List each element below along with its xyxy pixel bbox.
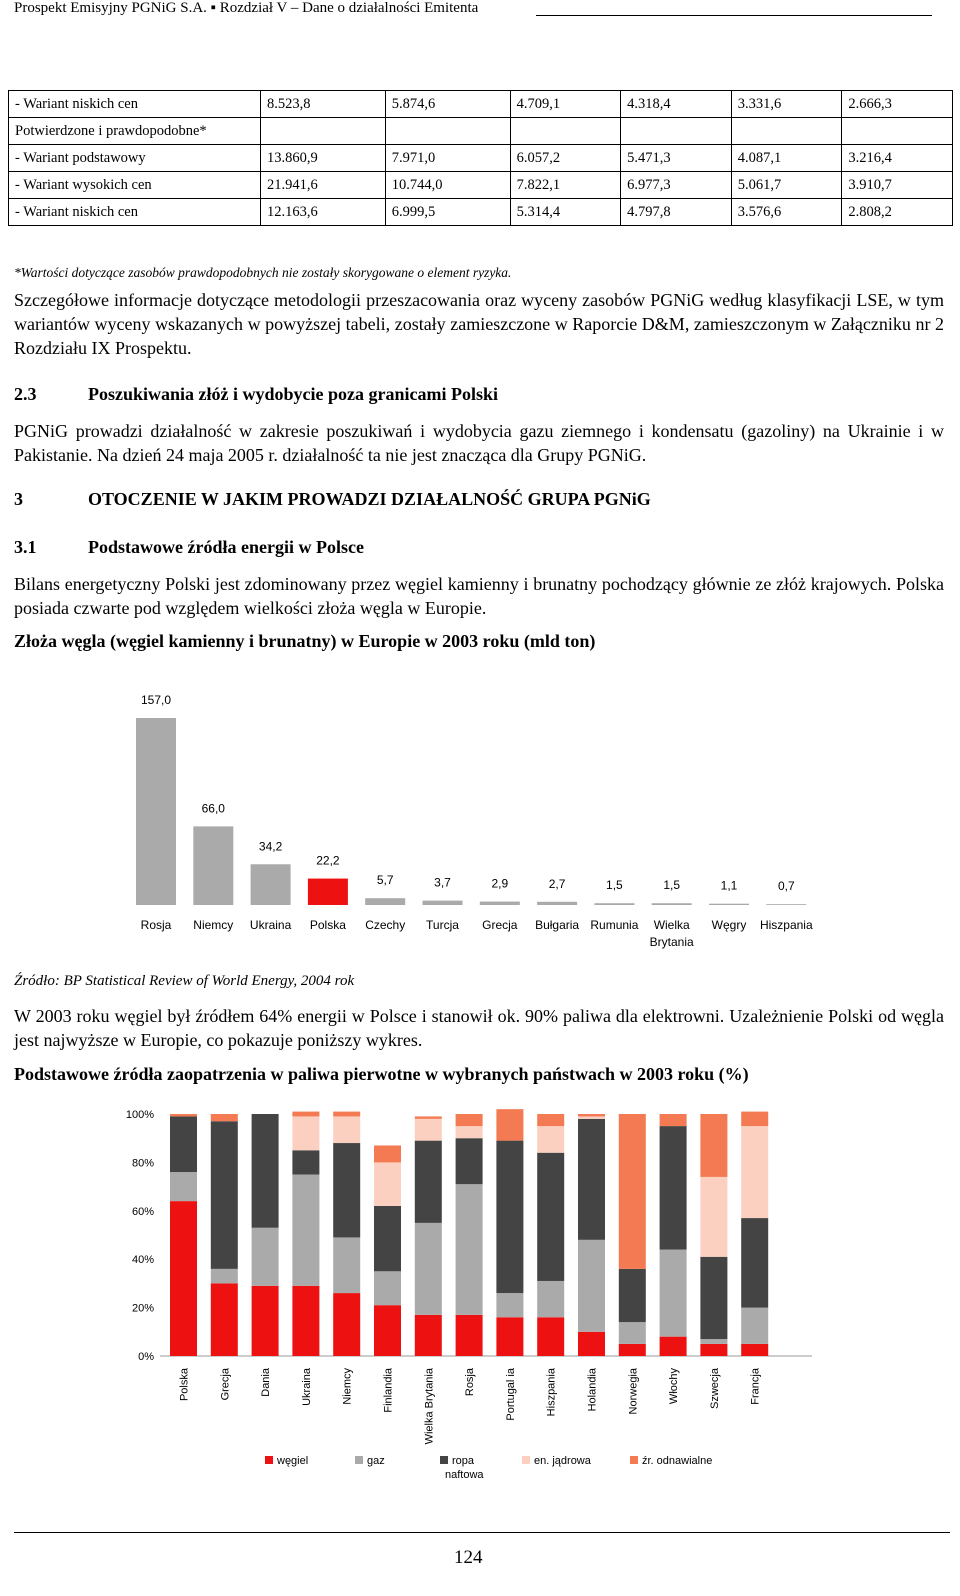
stacked-bar-segment: [333, 1143, 360, 1237]
stacked-bar-segment: [537, 1281, 564, 1317]
section-number: 3: [14, 489, 23, 509]
stacked-bar-segment: [374, 1145, 401, 1162]
legend-label: źr. odnawialne: [642, 1455, 713, 1467]
stacked-bar-segment: [660, 1126, 687, 1249]
table-cell: [731, 118, 842, 145]
y-tick-label: 0%: [138, 1351, 154, 1363]
legend-label: gaz: [367, 1455, 385, 1467]
stacked-bar-segment: [333, 1237, 360, 1293]
stacked-bar-segment: [496, 1317, 523, 1356]
table-cell: 4.318,4: [621, 91, 732, 118]
stacked-bar-segment: [741, 1112, 768, 1127]
legend-swatch: [355, 1456, 363, 1464]
stacked-bar-segment: [374, 1206, 401, 1271]
header-rule: [536, 15, 932, 16]
stacked-bar-segment: [170, 1172, 197, 1201]
bar: [136, 718, 176, 905]
stacked-bar-segment: [741, 1218, 768, 1308]
table-cell: 21.941,6: [261, 172, 386, 199]
stacked-bar-segment: [170, 1116, 197, 1172]
table-row: [9, 91, 953, 118]
stacked-bar-segment: [578, 1332, 605, 1356]
section-number: 2.3: [14, 384, 37, 404]
bar: [709, 904, 749, 905]
table-cell: 13.860,9: [261, 145, 386, 172]
table-cell: 4.797,8: [621, 199, 732, 226]
category-label: Włochy: [668, 1368, 681, 1405]
data-label: 1,1: [720, 878, 738, 893]
legend-label: węgiel: [277, 1455, 309, 1467]
page-header: Prospekt Emisyjny PGNiG S.A. ▪ Rozdział V – Dane o działalności Emitenta: [14, 0, 479, 16]
stacked-bar-segment: [660, 1114, 687, 1126]
stacked-bar-segment: [415, 1141, 442, 1223]
stacked-bar-segment: [700, 1177, 727, 1257]
stacked-bar-segment: [578, 1114, 605, 1116]
coal-dependence-paragraph: W 2003 roku węgiel był źródłem 64% energii w Polsce i stanowił ok. 90% paliwa dla elektrowni. Uzależnienie Polski od węgla jest najwyższe w Europie, co pokazuje poniższy wykres.: [14, 1006, 944, 1050]
tick-label: Wielka: [653, 918, 690, 932]
bar: [308, 879, 348, 905]
stacked-bar-segment: [170, 1201, 197, 1356]
legend-swatch: [630, 1456, 638, 1464]
stacked-bar-segment: [456, 1114, 483, 1126]
table-cell: 3.910,7: [842, 172, 953, 199]
table-cell: 4.709,1: [510, 91, 621, 118]
reserves-table: [8, 90, 953, 226]
stacked-bar-segment: [456, 1315, 483, 1356]
stacked-bar-segment: [496, 1109, 523, 1140]
table-cell: 3.216,4: [842, 145, 953, 172]
data-label: 3,7: [434, 875, 451, 890]
tick-label: Niemcy: [193, 918, 234, 932]
tick-label: Hiszpania: [759, 918, 813, 932]
bar: [766, 904, 806, 905]
stacked-bar-segment: [211, 1121, 238, 1269]
bar: [365, 898, 405, 905]
stacked-bar-segment: [578, 1240, 605, 1332]
tick-label: Rosja: [140, 918, 172, 932]
stacked-bar-segment: [619, 1344, 646, 1356]
table-row: [9, 172, 953, 199]
table-cell: 2.808,2: [842, 199, 953, 226]
category-label: Ukraina: [300, 1368, 313, 1406]
footer-rule: [14, 1532, 950, 1533]
table-cell: 5.061,7: [731, 172, 842, 199]
table-cell: 2.666,3: [842, 91, 953, 118]
stacked-bar-segment: [415, 1223, 442, 1315]
y-tick-label: 100%: [125, 1109, 154, 1121]
data-label: 2,7: [548, 876, 566, 891]
legend-label: naftowa: [445, 1469, 484, 1481]
energy-mix-chart: [100, 1100, 840, 1500]
tick-label: Polska: [309, 918, 346, 932]
data-label: 34,2: [258, 839, 283, 854]
table-row: [9, 145, 953, 172]
tick-label: Grecja: [482, 918, 518, 932]
table-cell: 8.523,8: [261, 91, 386, 118]
stacked-bar-segment: [619, 1322, 646, 1344]
stacked-bar-segment: [415, 1315, 442, 1356]
y-tick-label: 80%: [131, 1157, 154, 1170]
stacked-bar-segment: [537, 1153, 564, 1281]
data-label: 66,0: [201, 801, 225, 816]
stacked-bar-segment: [578, 1116, 605, 1118]
table-footnote: *Wartości dotyczące zasobów prawdopodobnych nie zostały skorygowane o element ryzyka.: [14, 265, 512, 280]
stacked-bar-segment: [741, 1308, 768, 1344]
category-label: Grecja: [219, 1368, 232, 1401]
legend-swatch: [522, 1456, 530, 1464]
bar: [251, 864, 291, 905]
table-cell: 5.314,4: [510, 199, 621, 226]
table-cell: 6.999,5: [385, 199, 510, 226]
section-title: OTOCZENIE W JAKIM PROWADZI DZIAŁALNOŚĆ GRUPA PGNiG: [88, 489, 651, 509]
data-label: 1,5: [606, 878, 623, 893]
stacked-bar-segment: [374, 1271, 401, 1305]
stacked-bar-segment: [456, 1138, 483, 1184]
y-tick-label: 60%: [131, 1205, 154, 1218]
data-label: 0,7: [777, 879, 795, 894]
row-label: - Wariant niskich cen: [9, 91, 261, 118]
stacked-bar-segment: [537, 1317, 564, 1356]
table-cell: 6.977,3: [621, 172, 732, 199]
energy-balance-paragraph: Bilans energetyczny Polski jest zdominowany przez węgiel kamienny i brunatny pochodzący głównie ze złóż krajowych. Polska posiada czwarte pod względem wielkości złoża węgla w Europie.: [14, 574, 944, 618]
bar: [594, 903, 634, 905]
category-label: Szwecja: [708, 1368, 721, 1409]
table-cell: 7.822,1: [510, 172, 621, 199]
table-cell: [261, 118, 386, 145]
stacked-bar-segment: [700, 1114, 727, 1177]
legend-label: en. jądrowa: [534, 1455, 591, 1467]
tick-label: Ukraina: [249, 918, 292, 932]
table-cell: [510, 118, 621, 145]
category-label: Holandia: [586, 1368, 599, 1412]
stacked-bar-segment: [537, 1114, 564, 1126]
coal-chart-title: Złoża węgla (węgiel kamienny i brunatny) w Europie w 2003 roku (mld ton): [14, 631, 596, 651]
table-cell: [842, 118, 953, 145]
chart-source: Źródło: BP Statistical Review of World Energy, 2004 rok: [14, 973, 355, 989]
category-label: Hiszpania: [545, 1368, 558, 1417]
row-label: - Wariant wysokich cen: [9, 172, 261, 199]
data-label: 5,7: [376, 873, 394, 888]
bar: [423, 901, 463, 905]
table-cell: 5.471,3: [621, 145, 732, 172]
category-label: Wielka Brytania: [423, 1368, 436, 1445]
category-label: Polska: [178, 1368, 191, 1402]
coal-reserves-chart: [110, 680, 830, 960]
stacked-bar-segment: [496, 1141, 523, 1293]
stacked-bar-segment: [292, 1175, 319, 1286]
stacked-bar-segment: [211, 1283, 238, 1356]
table-row: [9, 118, 953, 145]
stacked-bar-segment: [333, 1293, 360, 1356]
y-tick-label: 40%: [131, 1254, 154, 1267]
category-label: Francja: [749, 1368, 762, 1405]
y-tick-label: 20%: [131, 1302, 154, 1315]
stacked-bar-segment: [700, 1339, 727, 1344]
stacked-bar-segment: [252, 1114, 279, 1228]
category-label: Dania: [260, 1368, 273, 1397]
stacked-bar-segment: [700, 1257, 727, 1339]
stacked-bar-segment: [741, 1344, 768, 1356]
bar: [652, 903, 692, 905]
section-3-1-heading: [14, 537, 364, 558]
stacked-bar-segment: [333, 1116, 360, 1143]
table-cell: 4.087,1: [731, 145, 842, 172]
stacked-bar-segment: [252, 1228, 279, 1286]
table-cell: 10.744,0: [385, 172, 510, 199]
table-row: [9, 199, 953, 226]
tick-label: Brytania: [649, 935, 694, 949]
section-title: Podstawowe źródła energii w Polsce: [88, 537, 364, 557]
category-label: Finlandia: [382, 1368, 395, 1413]
stacked-bar-segment: [292, 1286, 319, 1356]
energy-mix-chart-title: Podstawowe źródła zaopatrzenia w paliwa pierwotne w wybranych państwach w 2003 roku (%): [14, 1064, 749, 1084]
row-label: Potwierdzone i prawdopodobne*: [9, 118, 261, 145]
stacked-bar-segment: [292, 1116, 319, 1150]
stacked-bar-segment: [170, 1114, 197, 1116]
stacked-bar-segment: [456, 1184, 483, 1315]
bar: [537, 902, 577, 905]
stacked-bar-segment: [211, 1114, 238, 1121]
section-3-heading: [14, 489, 651, 510]
data-label: 157,0: [140, 693, 172, 707]
stacked-bar-segment: [537, 1126, 564, 1153]
table-cell: 7.971,0: [385, 145, 510, 172]
stacked-bar-segment: [496, 1293, 523, 1317]
category-label: Norwegia: [627, 1368, 640, 1415]
table-cell: 6.057,2: [510, 145, 621, 172]
tick-label: Turcja: [426, 918, 459, 932]
stacked-bar-segment: [578, 1119, 605, 1240]
category-label: Portugal ia: [504, 1368, 517, 1421]
section-number: 3.1: [14, 537, 37, 557]
tick-label: Czechy: [365, 918, 406, 932]
foreign-operations-paragraph: PGNiG prowadzi działalność w zakresie poszukiwań i wydobycia gazu ziemnego i kondensatu (gazoliny) na Ukrainie i w Pakistanie. Na dzień 24 maja 2005 r. działalność ta nie jest znacząca dla Grupy PGNiG.: [14, 421, 944, 465]
stacked-bar-segment: [660, 1250, 687, 1337]
category-label: Niemcy: [341, 1368, 354, 1405]
table-cell: 3.331,6: [731, 91, 842, 118]
section-2-3-heading: [14, 384, 498, 405]
table-cell: 5.874,6: [385, 91, 510, 118]
bar: [193, 826, 233, 905]
methodology-paragraph: Szczegółowe informacje dotyczące metodologii przeszacowania oraz wyceny zasobów PGNiG według klasyfikacji LSE, w tym wariantów wyceny wskazanych w powyższej tabeli, zostały zamieszczone w Raporcie D&M, zamieszczonym w Załączniku nr 2 Rozdziału IX Prospektu.: [14, 290, 944, 358]
stacked-bar-segment: [292, 1150, 319, 1174]
stacked-bar-segment: [415, 1119, 442, 1141]
stacked-bar-segment: [741, 1126, 768, 1218]
data-label: 2,9: [491, 876, 509, 891]
stacked-bar-segment: [660, 1337, 687, 1356]
category-label: Rosja: [464, 1368, 477, 1397]
data-label: 22,2: [316, 853, 340, 868]
stacked-bar-segment: [700, 1344, 727, 1356]
stacked-bar-segment: [333, 1112, 360, 1117]
table-cell: 3.576,6: [731, 199, 842, 226]
row-label: - Wariant podstawowy: [9, 145, 261, 172]
stacked-bar-segment: [252, 1286, 279, 1356]
stacked-bar-segment: [374, 1305, 401, 1356]
table-cell: [385, 118, 510, 145]
tick-label: Węgry: [711, 918, 747, 932]
tick-label: Rumunia: [590, 918, 639, 932]
row-label: - Wariant niskich cen: [9, 199, 261, 226]
stacked-bar-segment: [292, 1112, 319, 1117]
stacked-bar-segment: [374, 1162, 401, 1206]
page-number: 124: [454, 1547, 483, 1568]
stacked-bar-segment: [619, 1114, 646, 1269]
tick-label: Bułgaria: [535, 918, 580, 932]
bar: [480, 902, 520, 905]
table-cell: 12.163,6: [261, 199, 386, 226]
legend-label: ropa: [452, 1455, 475, 1467]
stacked-bar-segment: [456, 1126, 483, 1138]
table-cell: [621, 118, 732, 145]
section-title: Poszukiwania złóż i wydobycie poza granicami Polski: [88, 384, 499, 404]
stacked-bar-segment: [415, 1116, 442, 1118]
stacked-bar-segment: [211, 1269, 238, 1284]
data-label: 1,5: [663, 878, 681, 893]
legend-swatch: [440, 1456, 448, 1464]
stacked-bar-segment: [619, 1269, 646, 1322]
legend-swatch: [265, 1456, 273, 1464]
